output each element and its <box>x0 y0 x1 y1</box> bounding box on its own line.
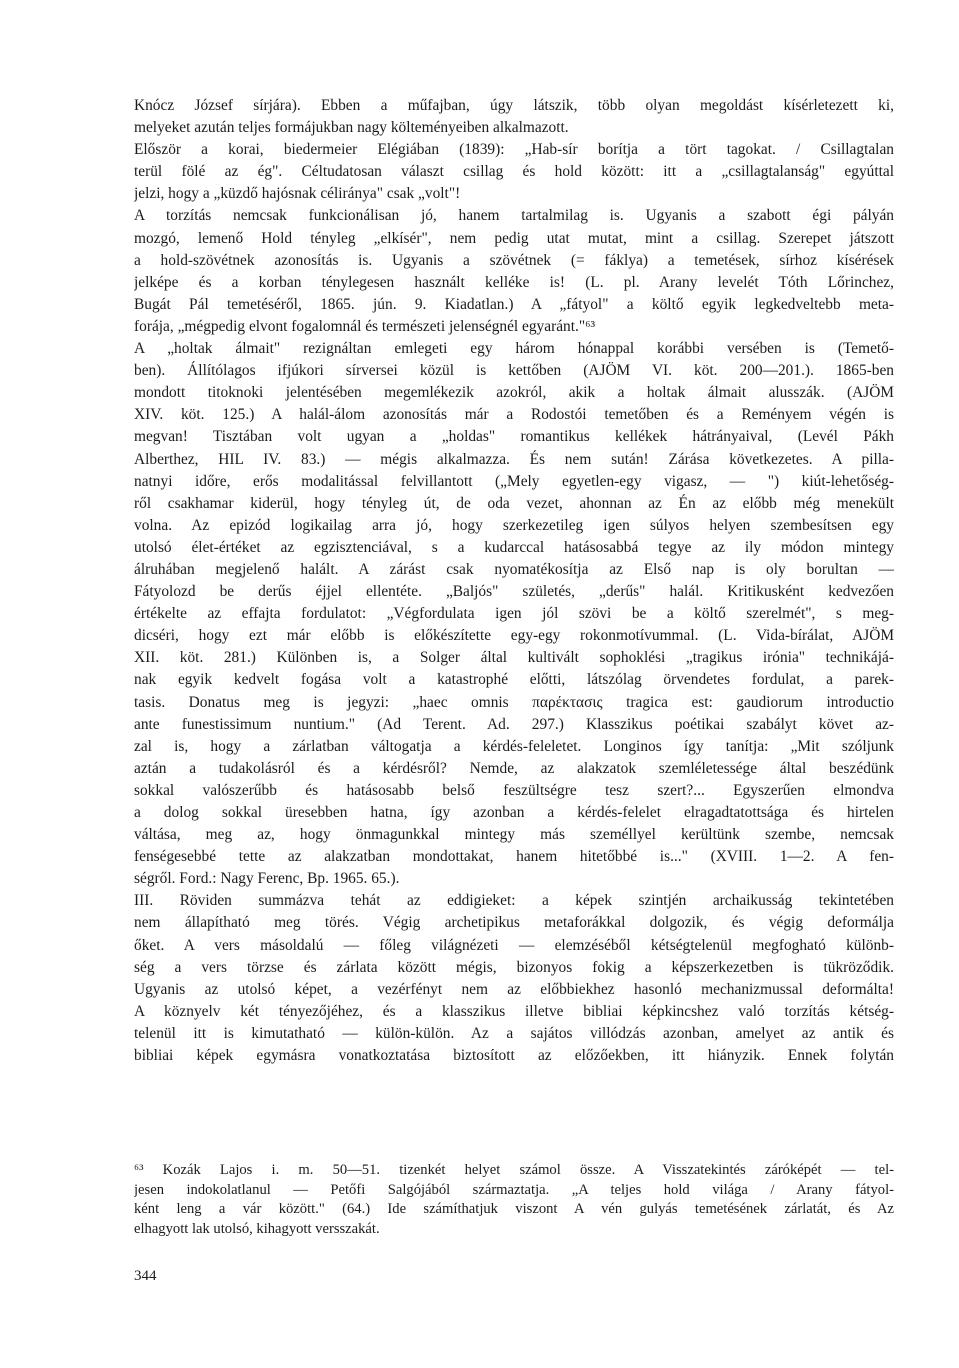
text-line: sokkal valószerűbb és hatásosabb belső feszültségre tesz szert?... Egyszerűen elmondva <box>134 781 894 799</box>
text-line: dicséri, hogy ezt már előbb is előkészítette egy-egy rokonmotívummal. (L. Vida-bírálat, AJÖM <box>134 627 894 645</box>
text-line: Ugyanis az utolsó képet, a vezérfényt nem az előbbiekhez hasonló mechanizmussal deformálta! <box>134 980 894 998</box>
text-line: ség a vers törzse és zárlata között mégis, bizonyos fokig a képszerkezetben is tükröződik. <box>134 958 894 976</box>
text-line: Knócz József sírjára). Ebben a műfajban, úgy látszik, több olyan megoldást kísérletezett ki, <box>134 97 894 114</box>
text-line: mondott titoknoki jelentésében megemlékezik azokról, akik a holtak álmait alusszák. (AJÖM <box>134 384 894 402</box>
text-line: ben). Állítólagos ifjúkori sírversei közül is kettőben (AJÖM VI. köt. 200—201.). 1865-ben <box>134 362 894 380</box>
text-line: álruhában megjelenő halált. A zárást csak nyomatékosítja az Első nap is oly borultan — <box>134 560 894 578</box>
text-line: volna. Az epizód logikailag arra jó, hogy szerkezetileg igen súlyos helyen szembesítsen egy <box>134 516 894 534</box>
text-line: nem állapítható meg törés. Végig archetipikus metaforákkal dolgozik, és végig deformálja <box>134 914 894 932</box>
text-line: Fátyolozd be derűs éjjel ellentéte. „Baljós" születés, „derűs" halál. Kritikusként kedvezően <box>134 583 894 601</box>
text-line: forája, „mégpedig elvont fogalomnál és természeti jelenségnél egyaránt."⁶³ <box>134 317 596 335</box>
text-line: jelzi, hogy a „küzdő hajósnak céliránya" csak „volt"! <box>134 185 461 203</box>
footnote-line: ként leng a vár között." (64.) Ide számíthatjuk viszont A vén gulyás temetésének zárlatát, és Az <box>134 1201 894 1218</box>
text-line: a hold-szövétnek azonosítás is. Ugyanis a szövétnek (= fáklya) a temetések, sírhoz kísérések <box>134 251 894 269</box>
main-text <box>134 95 894 1067</box>
text-line: XIV. köt. 125.) A halál-álom azonosítás már a Rodostói temetőben és a Reményem végén is <box>134 406 894 424</box>
text-line: zal is, hogy a zárlatban váltogatja a kérdés-feleletet. Longinos így tanítja: „Mit szóljunk <box>134 737 894 755</box>
text-line: A torzítás nemcsak funkcionálisan jó, hanem tartalmilag is. Ugyanis a szabott égi pályán <box>134 207 894 225</box>
text-line: aztán a tudakolásról és a kérdésről? Nemde, az alakzatok szemléletessége által beszédünk <box>134 759 894 777</box>
text-line: Alberthez, HIL IV. 83.) — mégis alkalmazza. És nem sután! Zárása következetes. A pilla- <box>134 450 894 468</box>
text-line: a dolog sokkal üresebben hatna, így azonban a kérdés-felelet elragadtatottsága és hirtelen <box>134 804 894 821</box>
text-line: ségről. Ford.: Nagy Ferenc, Bp. 1965. 65.). <box>134 870 400 888</box>
text-line: váltása, meg az, hogy önmagunkkal mintegy más személlyel kerültünk szembe, nemcsak <box>134 826 894 844</box>
text-line: tasis. Donatus meg is jegyzi: „haec omnis παρέκτασις tragica est: gaudiorum introductio <box>134 693 894 711</box>
footnote-line: jesen indokolatlanul — Petőfi Salgójából származtatja. „A teljes hold világa / Arany fátyol- <box>134 1181 894 1198</box>
text-line: XII. köt. 281.) Különben is, a Solger által kultivált sophoklési „tragikus irónia" technikájá- <box>134 649 894 667</box>
text-line: Először a korai, biedermeier Elégiában (1839): „Hab-sír borítja a tört tagokat. / Csillagtalan <box>134 141 894 159</box>
footnote-line: ⁶³ Kozák Lajos i. m. 50—51. tizenkét helyet számol össze. A Visszatekintés záróképét — tel- <box>134 1162 894 1178</box>
page-number: 344 <box>134 1268 157 1284</box>
text-line: utolsó élet-értéket az egzisztenciával, s a kudarccal hatásosabbá tegye az ily módon mintegy <box>134 538 894 556</box>
text-line: fenségesebbé tette az alakzatban mondottakat, hanem hitetőbbé is..." (XVIII. 1—2. A fen- <box>134 848 894 866</box>
text-line: őket. A vers másoldalú — főleg világnézeti — elemzéséből kétségtelenül megfogható különb- <box>134 936 894 954</box>
text-line: Bugát Pál temetéséről, 1865. jún. 9. Kiadatlan.) A „fátyol" a költő egyik legkedveltebb meta- <box>134 295 894 313</box>
text-line: A „holtak álmait" rezignáltan emlegeti egy három hónappal korábbi versében is (Temető- <box>134 340 894 358</box>
text-line: megvan! Tisztában volt ugyan a „holdas" romantikus kellékek hátrányaival, (Levél Pákh <box>134 428 894 446</box>
footnote <box>134 1161 894 1239</box>
text-line: ről csakhamar kiderül, hogy tényleg út, de oda vezet, ahonnan az Én az előbb még menekült <box>134 494 894 512</box>
text-line: melyeket azután teljes formájukban nagy költeményeiben alkalmazott. <box>134 119 569 137</box>
text-line: A köznyelv két tényezőjéhez, és a klasszikus illetve bibliai képkincshez való torzítás kétség- <box>134 1002 894 1020</box>
text-line: jelképe és a korban ténylegesen használt kelléke is! (L. pl. Arany levelét Tóth Lőrinchez, <box>134 273 894 291</box>
text-line: terül fölé az ég". Céltudatosan választ csillag és hold között: itt a „csillagtalanság" egyúttal <box>134 163 894 181</box>
text-line: bibliai képek egymásra vonatkoztatása biztosított az előzőekben, itt hiányzik. Ennek folytán <box>134 1047 894 1065</box>
text-line: nak egyik kedvelt fogása volt a katastrophé előtti, látszólag örvendetes fordulat, a parek- <box>134 671 894 689</box>
text-line: natnyi időre, erős modalitással felvillantott („Mely egyetlen-egy vigasz, — ") kiút-lehetőség- <box>134 472 894 490</box>
text-line: III. Röviden summázva tehát az eddigieket: a képek szintjén archaikusság tekintetében <box>134 892 894 910</box>
footnote-line: elhagyott lak utolsó, kihagyott versszakát. <box>134 1220 380 1237</box>
text-line: ante funestissimum nuntium." (Ad Terent. Ad. 297.) Klasszikus poétikai szabályt követ az- <box>134 715 894 733</box>
text-line: mozgó, lemenő Hold tényleg „elkísér", nem pedig utat mutat, mint a csillag. Szerepet játszott <box>134 229 894 247</box>
text-line: telenül itt is kimutatható — külön-külön. Az a sajátos villódzás azonban, amelyet az antik és <box>134 1024 894 1042</box>
text-line: értékelte az effajta fordulatot: „Végfordulata igen jól szövi be a költő szerelmét", s meg- <box>134 605 894 623</box>
